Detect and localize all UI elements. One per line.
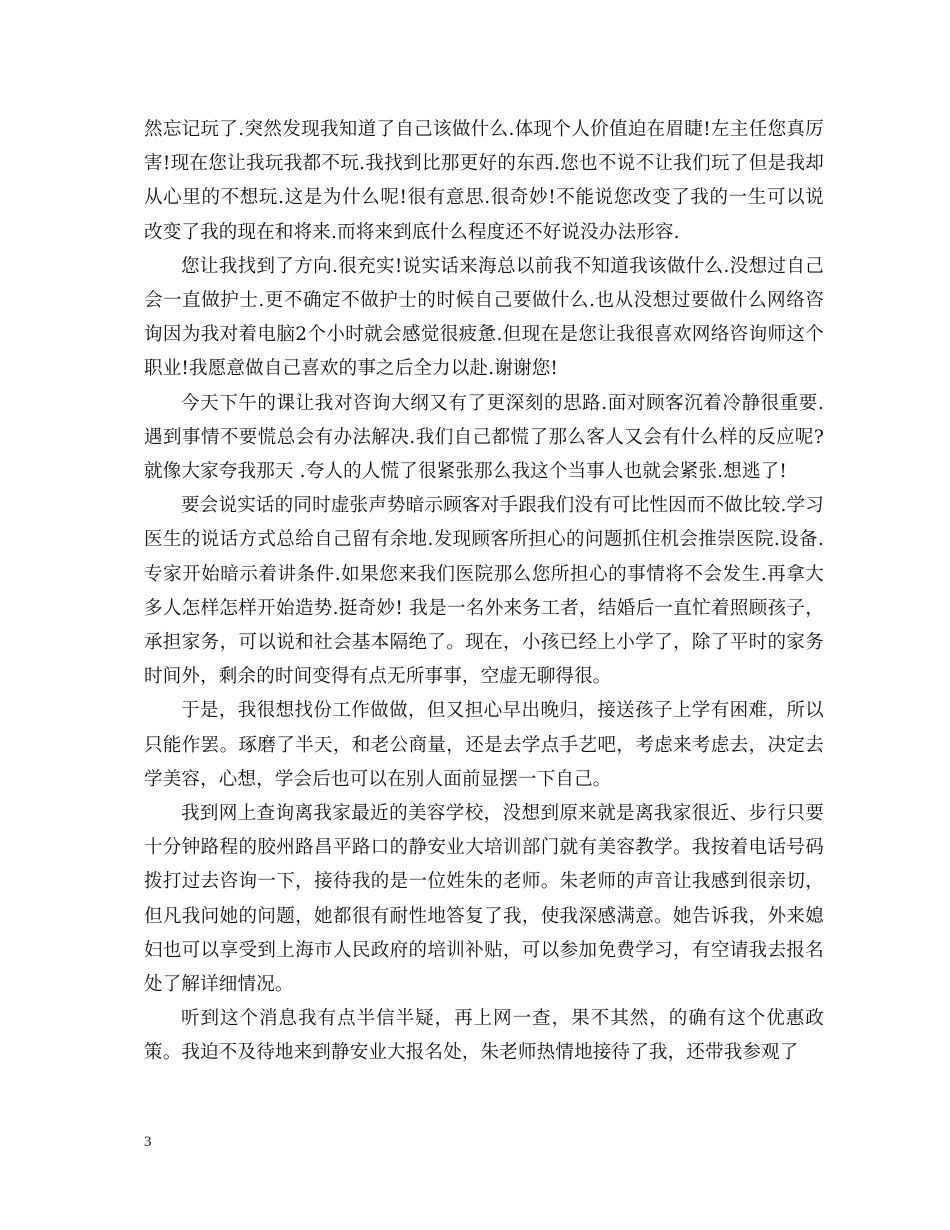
paragraph-4: 要会说实话的同时虚张声势暗示顾客对手跟我们没有可比性因而不做比较.学习医生的说话方式总给自己留有余地.发现顾客所担心的问题抓住机会推崇医院.设备.专家开始暗示着讲条件.如果您来我们医院那么您所担心的事情将不会发生.再拿大多人怎样怎样开始造势.挺奇妙! 我是一名外来务工者，结婚后一直忙着照顾孩子，承担家务，可以说和社会基本隔绝了。现在，小孩已经上小学了，除了平时的家务时间外，剩余的时间变得有点无所事事，空虚无聊得很。	[144, 495, 824, 688]
paragraph-6: 我到网上查询离我家最近的美容学校，没想到原来就是离我家很近、步行只要十分钟路程的胶州路昌平路口的静安业大培训部门就有美容教学。我按着电话号码拨打过去咨询一下，接待我的是一位姓朱的老师。朱老师的声音让我感到很亲切，但凡我问她的问题，她都很有耐性地答复了我，使我深感满意。她告诉我，外来媳妇也可以享受到上海市人民政府的培训补贴，可以参加免费学习，有空请我去报名处了解详细情况。	[144, 803, 824, 996]
document-body	[144, 113, 824, 1071]
paragraph-2: 您让我找到了方向.很充实!说实话来海总以前我不知道我该做什么.没想过自己会一直做护士.更不确定不做护士的时候自己要做什么.也从没想过要做什么网络咨询因为我对着电脑2个小时就会感觉很疲惫.但现在是您让我很喜欢网络咨询师这个职业!我愿意做自己喜欢的事之后全力以赴.谢谢您!	[144, 255, 824, 380]
paragraph-5: 于是，我很想找份工作做做，但又担心早出晚归，接送孩子上学有困难，所以只能作罢。琢磨了半天，和老公商量，还是去学点手艺吧，考虑来考虑去，决定去学美容，心想，学会后也可以在别人面前显摆一下自己。	[144, 700, 824, 790]
paragraph-3: 今天下午的课让我对咨询大纲又有了更深刻的思路.面对顾客沉着冷静很重要.遇到事情不要慌总会有办法解决.我们自己都慌了那么客人又会有什么样的反应呢?就像大家夸我那天 .夸人的人慌了很紧张那么我这个当事人也就会紧张.想逃了!	[144, 392, 824, 483]
paragraph-1: 然忘记玩了.突然发现我知道了自己该做什么.体现个人价值迫在眉睫!左主任您真厉害!现在您让我玩我都不玩.我找到比那更好的东西.您也不说不让我们玩了但是我却从心里的不想玩.这是为什么呢!很有意思.很奇妙!不能说您改变了我的一生可以说改变了我的现在和将来.而将来到底什么程度还不好说没办法形容.	[144, 119, 824, 243]
page-number: 3	[144, 1134, 152, 1150]
paragraph-7: 听到这个消息我有点半信半疑，再上网一查，果不其然，的确有这个优惠政策。我迫不及待地来到静安业大报名处，朱老师热情地接待了我，还带我参观了	[144, 1008, 824, 1064]
